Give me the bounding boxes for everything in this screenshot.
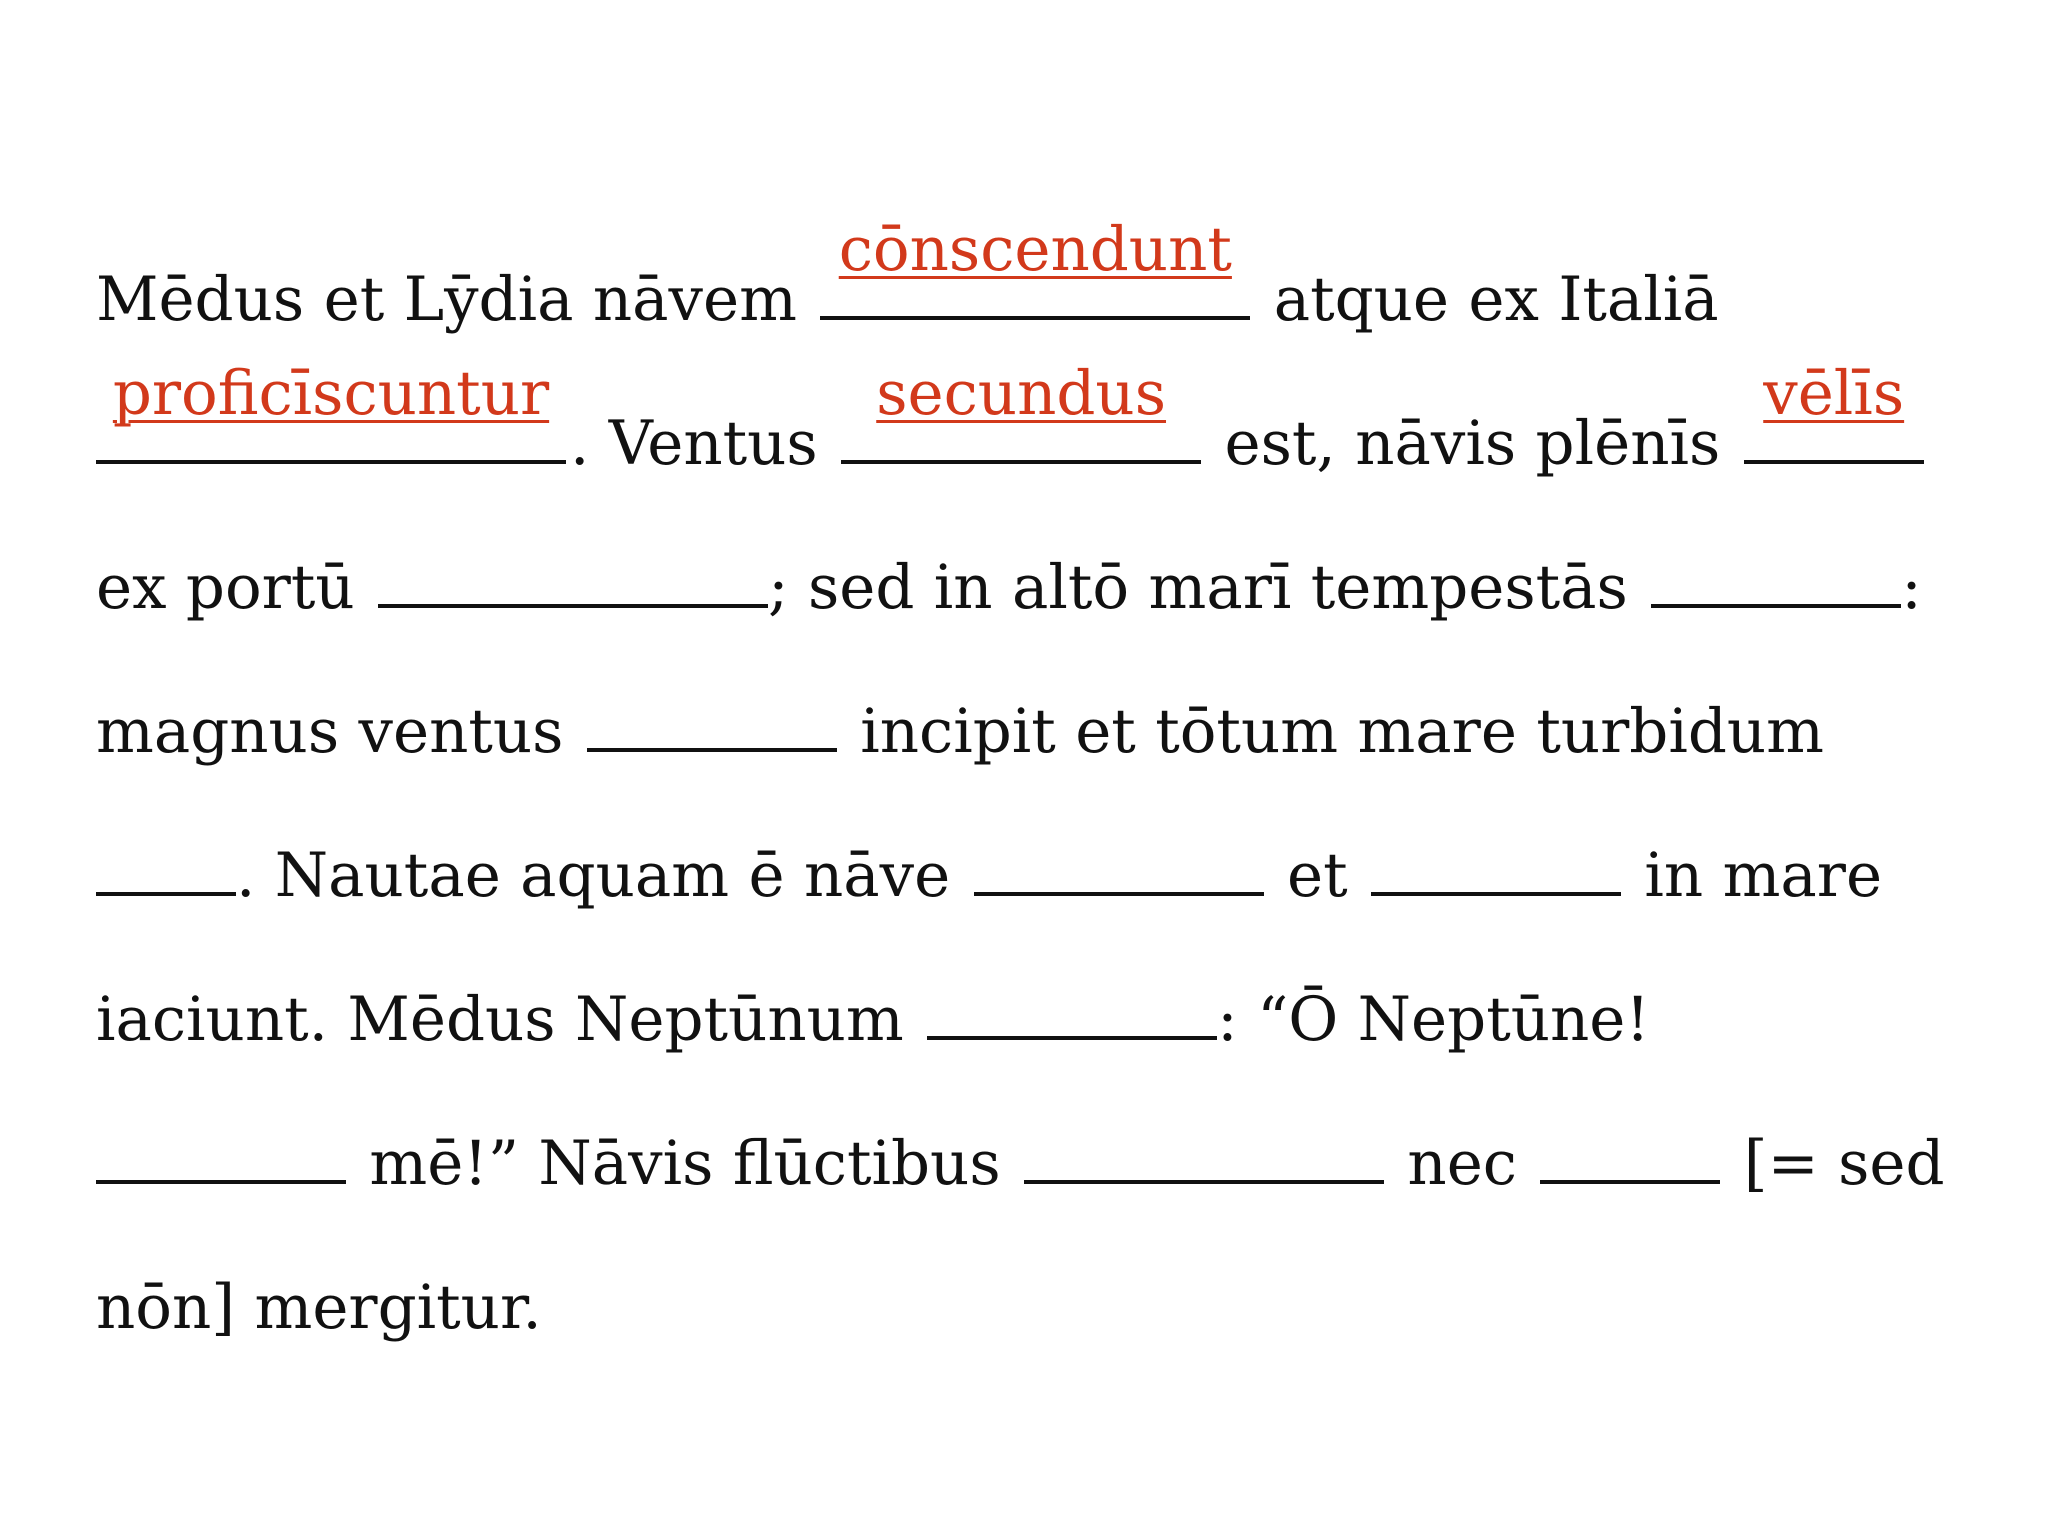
text-segment: in mare [1644, 840, 1883, 911]
text-segment: mē!” Nāvis flūctibus [369, 1128, 1001, 1199]
answer-blank-9[interactable] [974, 835, 1264, 896]
text-line-8 [96, 1236, 1976, 1380]
text-segment: Mēdus et Lȳdia nāvem [96, 264, 797, 335]
answer-text: cōnscendunt [838, 214, 1232, 285]
answer-blank-8[interactable] [96, 835, 236, 896]
answer-blank-2[interactable] [96, 358, 566, 464]
answer-blank-12[interactable] [96, 1123, 346, 1184]
text-segment: [= sed [1743, 1128, 1945, 1199]
answer-blank-11[interactable] [927, 979, 1217, 1040]
text-segment: nōn] mergitur. [96, 1272, 542, 1343]
text-segment: et [1286, 840, 1348, 911]
text-line-2 [96, 358, 1976, 516]
text-segment: atque ex Italiā [1273, 264, 1719, 335]
text-line-7 [96, 1092, 1976, 1236]
answer-blank-3[interactable] [841, 358, 1201, 464]
text-line-3 [96, 516, 1976, 660]
text-line-6 [96, 948, 1976, 1092]
answer-blank-6[interactable] [1651, 547, 1901, 608]
answer-text: proficīscuntur [112, 358, 550, 429]
answer-blank-7[interactable] [587, 691, 837, 752]
text-segment: incipit et tōtum mare turbidum [860, 696, 1825, 767]
latin-cloze-paragraph [96, 214, 1976, 1380]
text-line-4 [96, 660, 1976, 804]
answer-blank-4[interactable] [1744, 358, 1924, 464]
answer-text: vēlīs [1763, 358, 1905, 429]
text-segment: magnus ventus [96, 696, 564, 767]
answer-blank-5[interactable] [378, 547, 768, 608]
answer-text: secundus [876, 358, 1167, 429]
answer-blank-14[interactable] [1540, 1123, 1720, 1184]
answer-blank-10[interactable] [1371, 835, 1621, 896]
answer-blank-13[interactable] [1024, 1123, 1384, 1184]
text-segment: : [1901, 552, 1922, 623]
answer-blank-1[interactable] [820, 214, 1250, 320]
text-segment: . Ventus [570, 408, 818, 479]
text-segment: iaciunt. Mēdus Neptūnum [96, 984, 904, 1055]
text-segment: : “Ō Neptūne! [1217, 984, 1650, 1055]
text-segment: ; sed in altō marī tempestās [768, 552, 1628, 623]
text-segment: . Nautae aquam ē nāve [236, 840, 951, 911]
text-line-5 [96, 804, 1976, 948]
text-segment: ex portū [96, 552, 355, 623]
text-segment: est, nāvis plēnīs [1224, 408, 1721, 479]
text-segment: nec [1407, 1128, 1517, 1199]
